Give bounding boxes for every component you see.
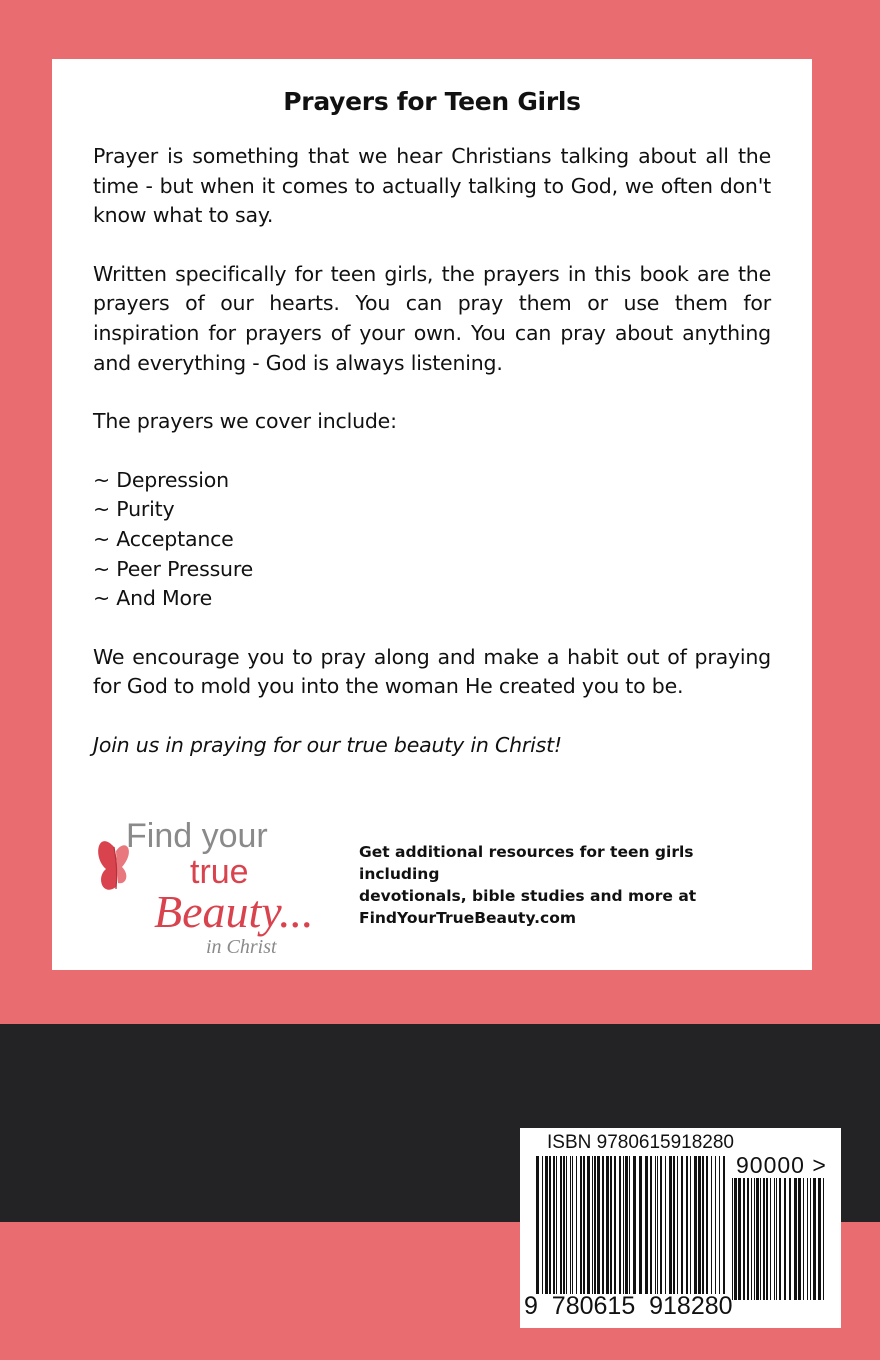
list-item: ~ Acceptance xyxy=(93,526,234,551)
barcode-bar xyxy=(732,1178,733,1300)
isbn-label: ISBN 9780615918280 xyxy=(547,1132,734,1153)
barcode-bar xyxy=(774,1178,775,1300)
barcode-bar xyxy=(606,1156,609,1294)
barcode-bar xyxy=(776,1178,777,1300)
barcode-bar xyxy=(629,1156,630,1294)
barcode-bar xyxy=(572,1156,573,1294)
logo-line3: Beauty... xyxy=(154,886,314,937)
barcode-bar xyxy=(719,1156,720,1294)
barcode-bar xyxy=(553,1156,555,1294)
barcode-bar xyxy=(794,1178,797,1300)
barcode-bar xyxy=(592,1156,593,1294)
logo-line1: Find your xyxy=(126,817,268,855)
list-item: ~ Peer Pressure xyxy=(93,556,254,581)
resources-url: FindYourTrueBeauty.com xyxy=(359,909,577,927)
barcode-bar xyxy=(754,1178,755,1300)
barcode-bar xyxy=(625,1156,628,1294)
barcode-bar xyxy=(743,1178,745,1300)
barcode-bar xyxy=(698,1156,701,1294)
barcode-bar xyxy=(798,1178,801,1300)
barcode-bar xyxy=(807,1178,808,1300)
isbn-barcode xyxy=(520,1128,841,1328)
barcode-bar xyxy=(747,1178,749,1300)
barcode-bar xyxy=(536,1156,539,1294)
barcode-bar xyxy=(756,1178,759,1300)
barcode-bar xyxy=(690,1156,691,1294)
barcode-bar xyxy=(751,1178,752,1300)
price-addon-label: 90000 > xyxy=(736,1152,827,1178)
barcode-bar xyxy=(677,1156,678,1294)
butterfly-icon xyxy=(98,841,129,890)
barcode-bar xyxy=(545,1156,548,1294)
barcode-bar xyxy=(583,1156,585,1294)
barcode-bar xyxy=(823,1178,824,1300)
barcode-bar xyxy=(669,1156,672,1294)
barcode-bar xyxy=(580,1156,582,1294)
resources-line2: devotionals, bible studies and more at xyxy=(359,887,697,905)
barcode-bar xyxy=(639,1156,642,1294)
barcode-bar xyxy=(549,1156,551,1294)
logo-line4: in Christ xyxy=(206,936,277,957)
isbn-digits: 9 780615 918280 xyxy=(524,1292,733,1320)
barcode-bar xyxy=(686,1156,688,1294)
barcode-bar xyxy=(694,1156,697,1294)
barcode-bar xyxy=(770,1178,771,1300)
resources-note xyxy=(359,841,779,929)
barcode-main-bars xyxy=(536,1156,726,1294)
barcode-bar xyxy=(633,1156,636,1294)
logo-line2: true xyxy=(190,853,249,891)
barcode-bar xyxy=(660,1156,662,1294)
barcode-bar xyxy=(657,1156,658,1294)
barcode-bar xyxy=(803,1178,804,1300)
encourage-paragraph: We encourage you to pray along and make a habit out of praying for God to mold you into the woman He created you to be. xyxy=(93,644,771,699)
back-cover-panel xyxy=(52,59,812,970)
barcode-bar xyxy=(813,1178,816,1300)
barcode-bar xyxy=(650,1156,652,1294)
closing-line: Join us in praying for our true beauty in Christ! xyxy=(93,732,562,757)
barcode-bar xyxy=(556,1156,557,1294)
resources-line1: Get additional resources for teen girls including xyxy=(359,843,694,883)
barcode-bar xyxy=(702,1156,704,1294)
barcode-bar xyxy=(760,1178,761,1300)
barcode-bar xyxy=(587,1156,590,1294)
barcode-bar xyxy=(576,1156,577,1294)
topics-list xyxy=(93,466,771,614)
barcode-bar xyxy=(665,1156,666,1294)
barcode-bar xyxy=(610,1156,612,1294)
barcode-bar xyxy=(542,1156,543,1294)
barcode-bar xyxy=(706,1156,708,1294)
barcode-bar xyxy=(560,1156,562,1294)
barcode-bar xyxy=(818,1178,821,1300)
list-item: ~ Depression xyxy=(93,467,229,492)
find-your-true-beauty-logo xyxy=(92,817,352,957)
barcode-bar xyxy=(602,1156,604,1294)
barcode-bar xyxy=(763,1178,765,1300)
barcode-bar xyxy=(784,1178,786,1300)
barcode-bar xyxy=(779,1178,781,1300)
barcode-bar xyxy=(738,1178,741,1300)
barcode-bar xyxy=(594,1156,596,1294)
barcode-bar xyxy=(655,1156,656,1294)
book-title: Prayers for Teen Girls xyxy=(283,87,581,116)
barcode-bar xyxy=(681,1156,683,1294)
barcode-bar xyxy=(563,1156,565,1294)
barcode-bar xyxy=(566,1156,567,1294)
topics-heading: The prayers we cover include: xyxy=(93,409,397,434)
list-item: ~ Purity xyxy=(93,497,175,522)
barcode-bar xyxy=(711,1156,712,1294)
intro-paragraph: Prayer is something that we hear Christians talking about all the time - but when it comes to actually talking to God, we often don't know what to say. xyxy=(93,144,771,228)
barcode-bar xyxy=(623,1156,624,1294)
barcode-bar xyxy=(723,1156,725,1294)
barcode-bar xyxy=(614,1156,616,1294)
barcode-bar xyxy=(810,1178,811,1300)
barcode-bar xyxy=(766,1178,768,1300)
barcode-bar xyxy=(789,1178,791,1300)
list-item: ~ And More xyxy=(93,586,213,611)
barcode-bar xyxy=(619,1156,621,1294)
barcode-bar xyxy=(734,1178,737,1300)
barcode-bar xyxy=(597,1156,600,1294)
barcode-addon-bars xyxy=(732,1178,826,1300)
barcode-bar xyxy=(715,1156,716,1294)
description-paragraph: Written specifically for teen girls, the prayers in this book are the prayers of our hearts. You can pray them or use them for inspiration for prayers of your own. You can pray about anything and everything - God is always listening. xyxy=(93,261,771,375)
barcode-bar xyxy=(673,1156,675,1294)
barcode-bar xyxy=(645,1156,648,1294)
barcode-bar xyxy=(570,1156,571,1294)
